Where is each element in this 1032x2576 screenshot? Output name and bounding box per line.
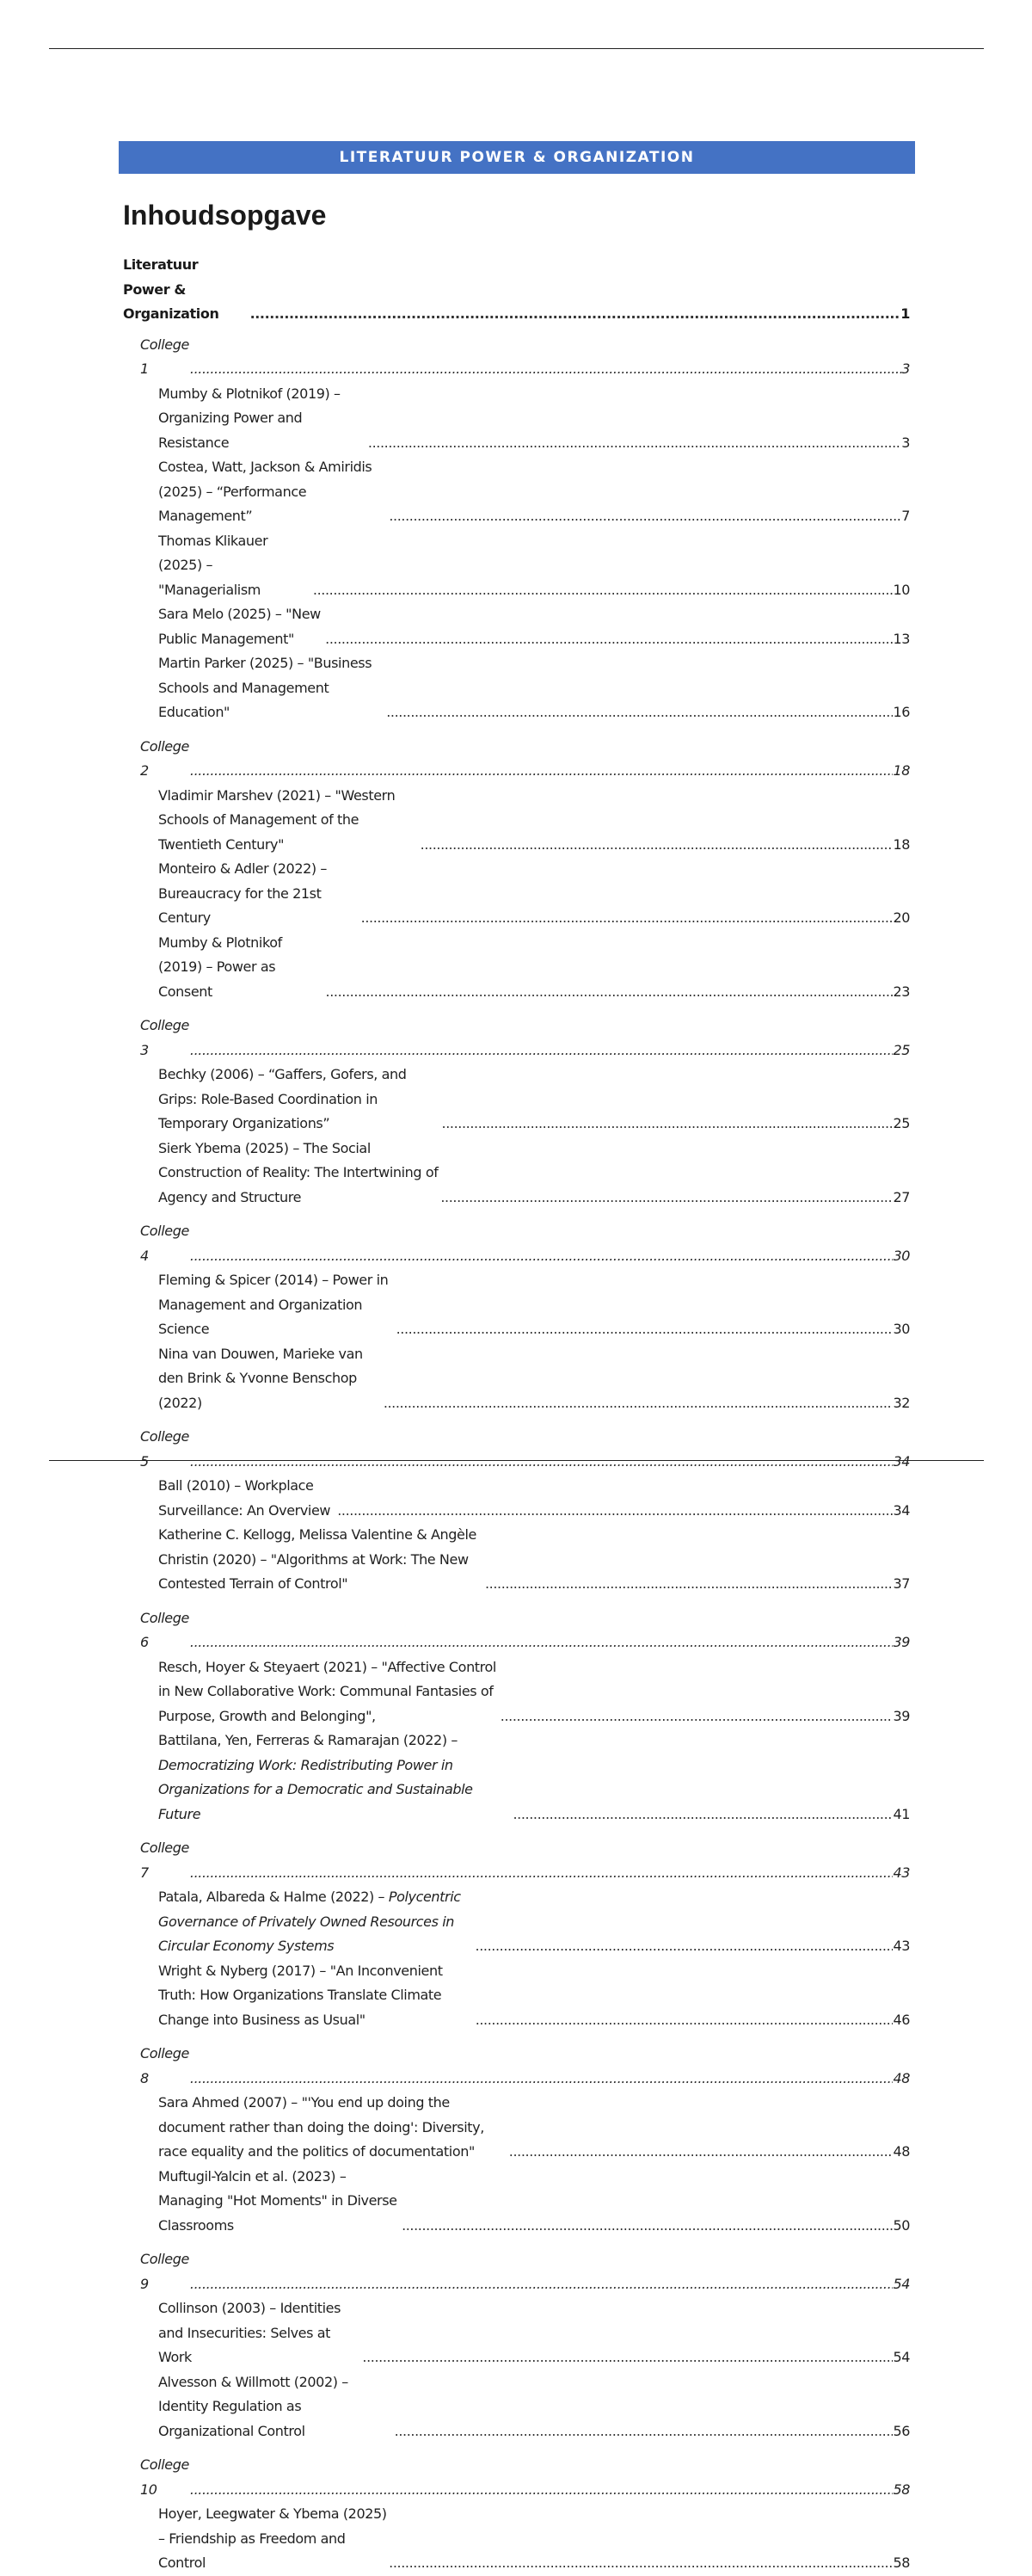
dot-leader [396,1317,894,1342]
dot-leader [441,1112,894,1137]
toc-entry-page: 20 [893,909,910,926]
toc-entry-title: College 9 [140,2251,189,2292]
toc-entry-title: Hoyer, Leegwater & Ybema (2025) – Friendship as Freedom and Control [158,2505,387,2571]
toc-entry-page: 27 [893,1188,910,1205]
toc-entry-title: Ball (2010) – Workplace Surveillance: An Overview [158,1477,331,1519]
toc-article[interactable] [123,1523,910,1597]
toc-article[interactable] [123,1342,910,1416]
dot-leader [401,2214,893,2239]
toc-entry-page: 34 [893,1452,910,1470]
toc-entry-title: College 2 [140,737,189,779]
dot-leader [189,2272,894,2297]
dot-leader [336,1499,893,1524]
toc-entry-page: 7 [901,508,910,524]
college-list [123,333,910,2576]
toc-entry-page: 58 [893,2480,910,2498]
toc-entry-title-plain: Patala, Albareda & Halme (2022) – [158,1889,389,1905]
toc-entry-title-italic: Polycentric Governance of Privately Owned Resources in Circular Economy Systems [158,1889,461,1954]
toc-article[interactable] [123,1729,910,1827]
toc-entry-page: 58 [893,2554,910,2571]
dot-leader [189,2478,894,2503]
toc-entry-page: 32 [893,1394,910,1411]
toc-article[interactable] [123,1655,910,1729]
toc-entry-title: Sierk Ybema (2025) – The Social Construction of Reality: The Intertwining of Agency and Structure [158,1139,439,1205]
toc-entry-page: 13 [893,630,910,647]
toc-entry-title: Wright & Nyberg (2017) – "An Inconvenient Truth: How Organizations Translate Climate Change into Business as Usual" [158,1962,443,2028]
toc-article[interactable] [123,1885,910,1959]
toc-entry-title: Fleming & Spicer (2014) – Power in Management and Organization Science [158,1272,389,1337]
toc-entry-title: College 8 [140,2045,189,2086]
dot-leader [512,1803,893,1827]
toc-college-7[interactable] [123,1836,910,1885]
toc-entry-title: Resch, Hoyer & Steyaert (2021) – "Affective Control in New Collaborative Work: Communal Fantasies of Purpose, Growth and Belonging", [158,1658,496,1724]
dot-leader [420,833,894,858]
dot-leader [325,980,894,1005]
toc-entry-top[interactable] [123,253,910,327]
toc-college-3[interactable] [123,1014,910,1063]
toc-entry-page: 41 [893,1805,910,1822]
toc-entry-title: Costea, Watt, Jackson & Amiridis (2025) – “Performance Management” [158,459,372,524]
dot-leader [388,2551,893,2576]
toc-article[interactable] [123,2296,910,2370]
toc-entry-title: College 1 [140,336,189,377]
toc-entry-title: Collinson (2003) – Identities and Insecurities: Selves at Work [158,2300,341,2365]
toc-entry-page: 34 [893,1501,910,1519]
toc-entry-page: 10 [893,581,910,598]
toc-entry-page: 39 [893,1707,910,1724]
toc-entry-page: 46 [893,2011,910,2028]
toc-entry-page: 56 [893,2422,910,2439]
toc-entry-title: Monteiro & Adler (2022) – Bureaucracy for the 21st Century [158,860,328,926]
toc-entry-title: Mumby & Plotnikof (2019) – Organizing Power and Resistance [158,385,341,451]
toc-article[interactable] [123,2370,910,2444]
dot-leader [189,1630,894,1655]
toc-entry-title: Muftugil-Yalcin et al. (2023) – Managing "Hot Moments" in Diverse Classrooms [158,2167,397,2234]
dot-leader [367,431,901,456]
toc-entry-title: College 5 [140,1428,189,1470]
toc-college-10[interactable] [123,2453,910,2502]
toc-entry-title: Alvesson & Willmott (2002) – Identity Regulation as Organizational Control [158,2373,348,2439]
toc-entry-page: 43 [893,1864,910,1881]
toc-article[interactable] [123,931,910,1005]
toc-entry-title [158,1885,475,1959]
toc-entry-title: Katherine C. Kellogg, Melissa Valentine & Angèle Christin (2020) – "Algorithms at Work: The New Contested Terrain of Control" [158,1526,476,1592]
toc-college-4[interactable] [123,1219,910,1268]
toc-entry-page: 48 [893,2143,910,2160]
dot-leader [189,1038,894,1063]
toc-college-9[interactable] [123,2247,910,2296]
document-title-banner: LITERATUUR POWER & ORGANIZATION [119,141,915,174]
toc-college-8[interactable] [123,2042,910,2091]
toc-article[interactable] [123,784,910,858]
toc-entry-page: 3 [901,434,910,451]
toc-article[interactable] [123,1137,910,1211]
toc-article[interactable] [123,602,910,651]
toc-entry-title: Thomas Klikauer (2025) – "Managerialism [158,532,268,598]
dot-leader [249,302,901,327]
toc-entry-title: Nina van Douwen, Marieke van den Brink & Yvonne Benschop (2022) [158,1345,363,1411]
toc-entry-title: Bechky (2006) – “Gaffers, Gofers, and Grips: Role-Based Coordination in Temporary Organizations” [158,1066,407,1131]
toc-entry-title-italic: Democratizing Work: Redistributing Power in Organizations for a Democratic and Sustainable Future [158,1756,473,1822]
footer-rule [49,1460,984,1461]
toc-entry-title: College 7 [140,1840,189,1881]
toc-entry-page: 50 [893,2216,910,2234]
header-rule [49,48,984,49]
toc-entry-page: 1 [900,305,910,322]
dot-leader [475,2008,894,2033]
toc-entry-page: 30 [893,1321,910,1337]
toc-entry-title: College 10 [140,2456,189,2498]
toc-article[interactable] [123,529,910,603]
toc-entry-title: Literatuur Power & Organization [123,256,219,322]
table-of-contents [123,253,910,2576]
toc-entry-title: Sara Ahmed (2007) – "'You end up doing the document rather than doing the doing': Diversity, race equality and the politics of documentation" [158,2094,484,2160]
toc-article[interactable] [123,2502,910,2576]
toc-entry-page: 48 [893,2069,910,2086]
dot-leader [189,1861,894,1886]
toc-entry-page: 16 [893,704,910,720]
dot-leader [361,2345,893,2370]
toc-entry-title: Sara Melo (2025) – "New Public Management" [158,606,321,647]
dot-leader [189,1244,894,1269]
dot-leader [388,504,901,529]
toc-entry-page: 3 [901,361,910,377]
dot-leader [439,1186,893,1211]
toc-article[interactable] [123,382,910,456]
toc-entry-page: 18 [893,762,910,779]
toc-article[interactable] [123,1474,910,1523]
toc-entry-page: 37 [893,1575,910,1592]
toc-article[interactable] [123,857,910,931]
toc-entry-title: Vladimir Marshev (2021) – "Western Schools of Management of the Twentieth Century" [158,786,396,853]
toc-article[interactable] [123,455,910,529]
toc-college-1[interactable] [123,333,910,382]
dot-leader [189,1450,894,1475]
toc-article[interactable] [123,1268,910,1342]
dot-leader [324,627,893,652]
toc-entry-page: 39 [893,1634,910,1650]
toc-entry-page: 18 [893,835,910,853]
dot-leader [484,1572,893,1597]
toc-college-6[interactable] [123,1606,910,1655]
dot-leader [189,2067,894,2092]
toc-article[interactable] [123,2091,910,2165]
toc-entry-page: 23 [893,983,910,1000]
toc-article[interactable] [123,651,910,725]
toc-entry-title [158,1729,512,1827]
dot-leader [312,578,894,603]
toc-entry-title: Martin Parker (2025) – "Business Schools and Management Education" [158,655,372,720]
toc-college-2[interactable] [123,735,910,784]
toc-entry-title: College 6 [140,1609,189,1650]
toc-article[interactable] [123,2165,910,2239]
toc-entry-page: 54 [893,2275,910,2292]
toc-heading: Inhoudsopgave [123,200,327,231]
dot-leader [385,700,893,725]
dot-leader [475,1934,894,1959]
dot-leader [508,2140,894,2165]
toc-entry-title: College 4 [140,1223,189,1264]
toc-article[interactable] [123,1063,910,1137]
toc-entry-title: Mumby & Plotnikof (2019) – Power as Consent [158,934,282,1000]
dot-leader [394,2419,894,2444]
dot-leader [500,1704,894,1729]
toc-entry-title-plain: Battilana, Yen, Ferreras & Ramarajan (2022) – [158,1732,458,1748]
dot-leader [383,1391,894,1416]
toc-college-5[interactable] [123,1425,910,1474]
toc-entry-page: 25 [893,1041,910,1058]
dot-leader [189,759,894,784]
toc-entry-page: 43 [893,1938,910,1954]
toc-entry-page: 54 [893,2349,910,2365]
toc-entry-title: College 3 [140,1017,189,1058]
toc-article[interactable] [123,1959,910,2033]
dot-leader [360,906,894,931]
toc-entry-page: 30 [893,1247,910,1264]
dot-leader [189,357,901,382]
toc-entry-page: 25 [893,1115,910,1131]
